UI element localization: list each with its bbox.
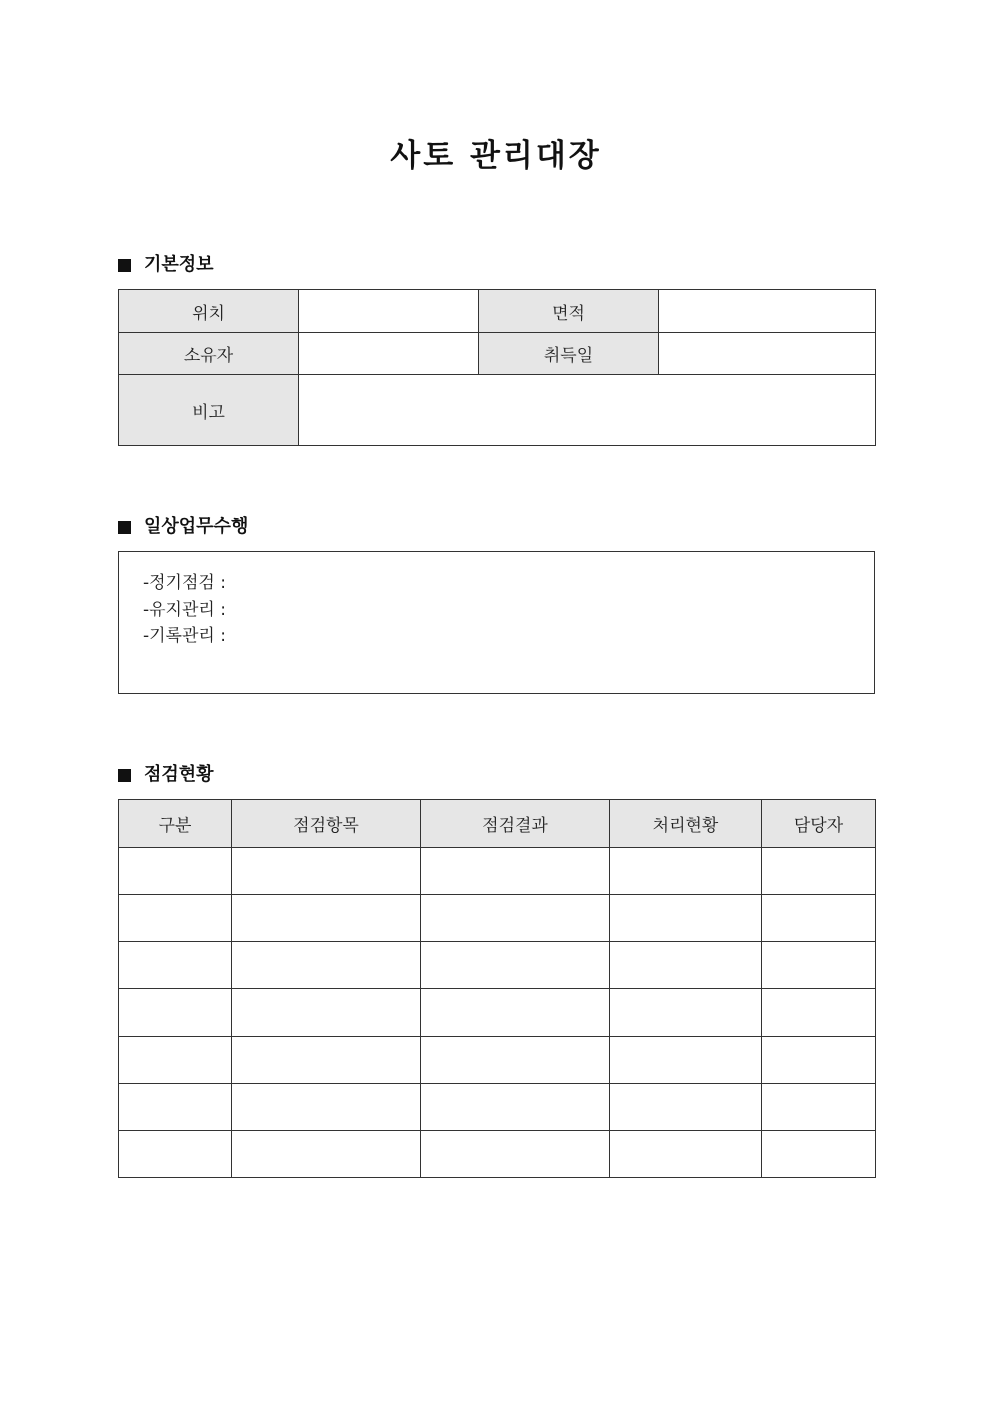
basic-info-row-owner — [119, 333, 876, 375]
table-cell[interactable] — [762, 895, 876, 942]
column-header-person-in-charge: 담당자 — [762, 800, 876, 848]
table-cell[interactable] — [421, 1084, 610, 1131]
table-row — [119, 1084, 876, 1131]
table-cell[interactable] — [421, 942, 610, 989]
table-cell[interactable] — [762, 1131, 876, 1178]
table-cell[interactable] — [610, 1131, 762, 1178]
table-row — [119, 1037, 876, 1084]
table-row — [119, 989, 876, 1037]
table-cell[interactable] — [119, 1084, 232, 1131]
table-cell[interactable] — [232, 848, 421, 895]
table-cell[interactable] — [610, 989, 762, 1037]
table-cell[interactable] — [421, 1131, 610, 1178]
acquisition-date-label: 취득일 — [479, 333, 659, 375]
area-label: 면적 — [479, 290, 659, 333]
table-cell[interactable] — [762, 848, 876, 895]
table-cell[interactable] — [119, 848, 232, 895]
table-cell[interactable] — [119, 1037, 232, 1084]
square-bullet-icon — [118, 769, 131, 782]
daily-duties-list — [143, 570, 226, 650]
column-header-inspection-item: 점검항목 — [232, 800, 421, 848]
table-cell[interactable] — [232, 1131, 421, 1178]
table-cell[interactable] — [232, 942, 421, 989]
table-cell[interactable] — [119, 989, 232, 1037]
table-cell[interactable] — [762, 942, 876, 989]
table-row — [119, 942, 876, 989]
inspection-header-row — [119, 800, 876, 848]
basic-info-heading-text: 기본정보 — [144, 254, 214, 275]
inspection-table — [118, 799, 876, 1178]
table-cell[interactable] — [119, 1131, 232, 1178]
duty-item-record-management: -기록관리 : — [143, 626, 226, 646]
table-cell[interactable] — [232, 1037, 421, 1084]
table-cell[interactable] — [119, 895, 232, 942]
table-cell[interactable] — [421, 989, 610, 1037]
owner-value[interactable] — [299, 333, 479, 375]
page-title: 사토 관리대장 — [390, 138, 602, 174]
remarks-label: 비고 — [119, 375, 299, 446]
table-cell[interactable] — [762, 989, 876, 1037]
area-value[interactable] — [659, 290, 876, 333]
owner-label: 소유자 — [119, 333, 299, 375]
table-row — [119, 1131, 876, 1178]
table-row — [119, 848, 876, 895]
basic-info-row-location — [119, 290, 876, 333]
inspection-heading-text: 점검현황 — [144, 764, 214, 785]
duty-item-maintenance: -유지관리 : — [143, 599, 226, 620]
table-cell[interactable] — [610, 942, 762, 989]
table-cell[interactable] — [610, 848, 762, 895]
table-cell[interactable] — [119, 942, 232, 989]
remarks-value[interactable] — [299, 375, 876, 446]
daily-duties-heading — [118, 514, 248, 540]
column-header-processing-status: 처리현황 — [610, 800, 762, 848]
square-bullet-icon — [118, 521, 131, 534]
table-cell[interactable] — [610, 1084, 762, 1131]
table-cell[interactable] — [232, 1084, 421, 1131]
table-cell[interactable] — [610, 895, 762, 942]
column-header-inspection-result: 점검결과 — [421, 800, 610, 848]
table-row — [119, 895, 876, 942]
table-cell[interactable] — [421, 848, 610, 895]
daily-duties-box — [118, 551, 875, 694]
daily-duties-heading-text: 일상업무수행 — [144, 516, 249, 537]
acquisition-date-value[interactable] — [659, 333, 876, 375]
basic-info-table — [118, 289, 876, 446]
location-label: 위치 — [119, 290, 299, 333]
duty-item-regular-inspection: -정기점검 : — [143, 573, 226, 593]
basic-info-row-remarks — [119, 375, 876, 446]
table-cell[interactable] — [421, 895, 610, 942]
location-value[interactable] — [299, 290, 479, 333]
table-cell[interactable] — [232, 895, 421, 942]
table-cell[interactable] — [762, 1037, 876, 1084]
table-cell[interactable] — [610, 1037, 762, 1084]
table-cell[interactable] — [762, 1084, 876, 1131]
inspection-heading — [118, 762, 214, 788]
basic-info-heading — [118, 252, 214, 278]
square-bullet-icon — [118, 259, 131, 272]
table-cell[interactable] — [232, 989, 421, 1037]
table-cell[interactable] — [421, 1037, 610, 1084]
column-header-category: 구분 — [119, 800, 232, 848]
